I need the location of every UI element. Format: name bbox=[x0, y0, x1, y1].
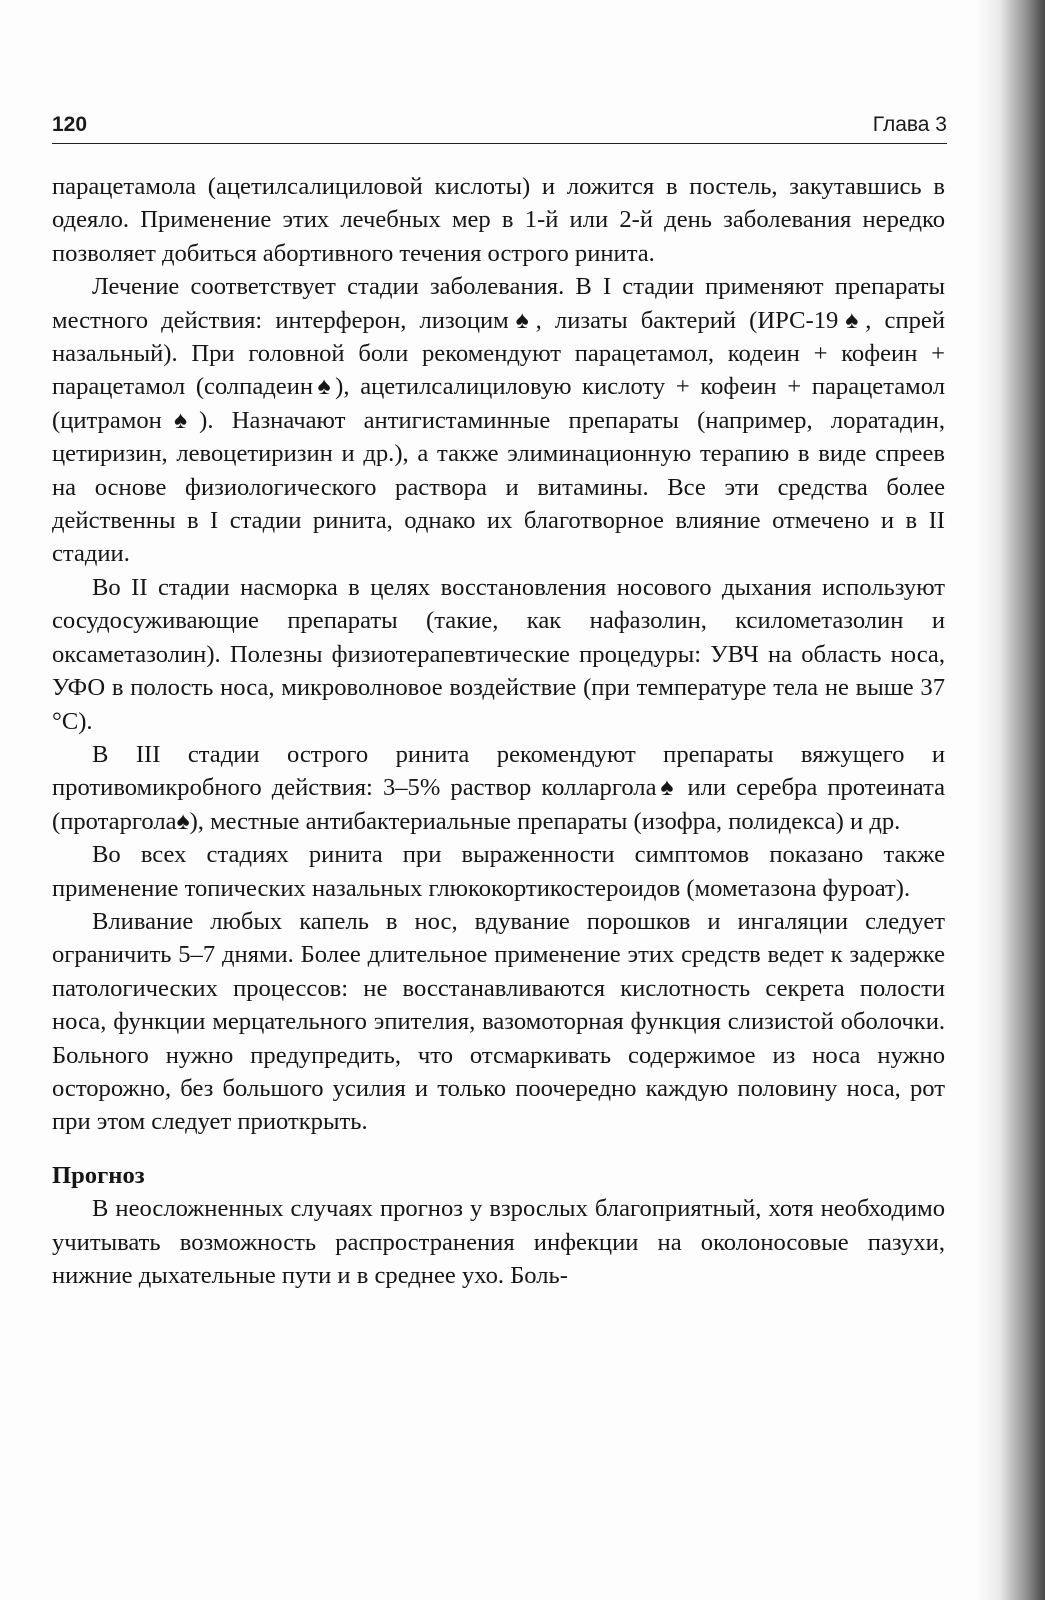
paragraph-treatment-stage-2: Во II стадии насморка в целях восстановления носового дыхания используют сосудосуживающие препараты (такие, как нафазолин, ксилометазолин и оксаметазолин). Полезны физиотерапевтические процедуры: УВЧ на область носа, УФО в полость носа, микроволновое воздействие (при температуре тела не выше 37 °С). bbox=[52, 573, 945, 735]
section-heading-prognosis: Прогноз bbox=[52, 1161, 145, 1189]
paragraph-continuation: парацетамола (ацетилсалициловой кислоты) и ложится в постель, закутавшись в одеяло. Применение этих лечебных мер в 1-й или 2-й день заболевания нередко позволяет добиться абортивного течения острого ринита. bbox=[52, 173, 945, 267]
paragraph-drops-limit: Вливание любых капель в нос, вдувание порошков и ингаляции следует ограничить 5–7 днями. Более длительное применение этих средств ведет к задержке патологических процессов: не восстанавливаются кислотность секрета полости носа, функции мерцательного эпителия, вазомоторная функция слизистой оболочки. Больного нужно предупредить, что отсмаркивать содержимое из носа нужно осторожно, без большого усилия и только поочередно каждую половину носа, рот при этом следует приоткрыть. bbox=[52, 907, 945, 1136]
chapter-label: Глава 3 bbox=[872, 113, 947, 136]
paragraph-prognosis: В неосложненных случаях прогноз у взрослых благоприятный, хотя необходимо учитывать возможность распространения инфекции на околоносовые пазухи, нижние дыхательные пути и в среднее ухо. Боль- bbox=[52, 1195, 945, 1289]
body-text bbox=[52, 170, 945, 1292]
page-spine-shadow bbox=[975, 0, 1045, 1600]
running-head bbox=[52, 113, 947, 144]
page-number: 120 bbox=[52, 113, 88, 136]
paragraph-treatment-stage-1: Лечение соответствует стадии заболевания. В I стадии применяют препараты местного действия: интерферон, лизоцим♠, лизаты бактерий (ИРС-19♠, спрей назальный). При головной боли рекомендуют парацетамол, кодеин + кофеин + парацетамол (солпадеин♠), ацетилсалициловую кислоту + кофеин + парацетамол (цитрамон♠). Назначают антигистаминные препараты (например, лоратадин, цетиризин, левоцетиризин и др.), а также элиминационную терапию в виде спреев на основе физиологического раствора и витамины. Все эти средства более действенны в I стадии ринита, однако их благотворное влияние отмечено и в II стадии. bbox=[52, 273, 945, 568]
paragraph-all-stages: Во всех стадиях ринита при выраженности симптомов показано также применение топических назальных глюкокортикостероидов (мометазона фуроат). bbox=[52, 841, 945, 902]
paragraph-treatment-stage-3: В III стадии острого ринита рекомендуют препараты вяжущего и противомикробного действия: 3–5% раствор колларгола♠ или серебра протеината (протаргола♠), местные антибактериальные препараты (изофра, полидекса) и др. bbox=[52, 740, 945, 835]
